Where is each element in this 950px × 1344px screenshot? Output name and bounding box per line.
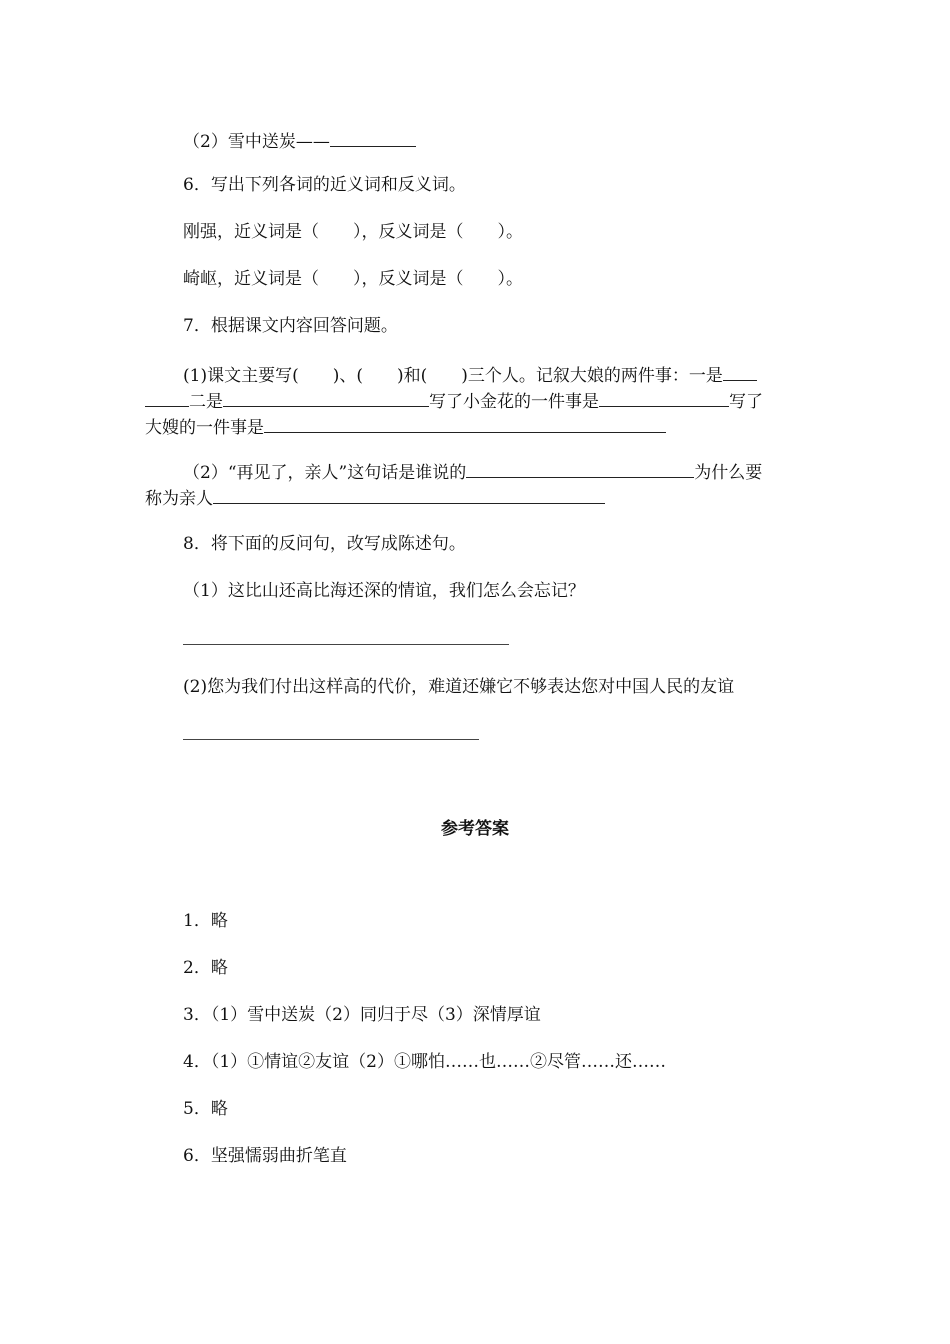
q7-p2-text-b: 为什么要 xyxy=(694,463,763,483)
answer-item: 2．略 xyxy=(183,958,228,978)
answer-blank xyxy=(466,459,694,478)
q7-p1-text-e: 大嫂的一件事是 xyxy=(145,418,264,438)
q7-paragraph1 xyxy=(145,362,810,440)
q5-item2 xyxy=(183,128,416,154)
answer-item: 5．略 xyxy=(183,1099,228,1119)
q6-title: 6．写出下列各词的近义词和反义词。 xyxy=(183,175,466,195)
answer-blank xyxy=(723,362,757,381)
answer-line xyxy=(183,644,509,645)
answer-line xyxy=(183,739,479,740)
q6-line2: 崎岖，近义词是（ ），反义词是（ ）。 xyxy=(183,269,523,289)
q7-title: 7．根据课文内容回答问题。 xyxy=(183,316,398,336)
answer-blank xyxy=(223,388,429,407)
q7-p1-text-b: 二是 xyxy=(189,392,223,412)
q7-p1-text-d: 写了 xyxy=(729,392,763,412)
answer-item: 1．略 xyxy=(183,911,228,931)
answer-item: 4．（1）①情谊②友谊（2）①哪怕……也……②尽管……还…… xyxy=(183,1052,666,1072)
q8-title: 8．将下面的反问句，改写成陈述句。 xyxy=(183,534,466,554)
q8-item2: (2)您为我们付出这样高的代价，难道还嫌它不够表达您对中国人民的友谊 xyxy=(183,677,735,697)
q7-p2-text-a: （2）“再见了，亲人”这句话是谁说的 xyxy=(183,463,467,483)
q8-item1: （1）这比山还高比海还深的情谊，我们怎么会忘记？ xyxy=(183,581,585,601)
answer-blank xyxy=(330,128,416,147)
answer-blank xyxy=(264,414,666,433)
q7-p1-text-a: (1)课文主要写( )、( )和( )三个人。记叙大娘的两件事：一是 xyxy=(183,366,723,386)
q6-line1: 刚强，近义词是（ ），反义词是（ ）。 xyxy=(183,222,523,242)
answer-blank xyxy=(213,485,605,504)
q5-item2-text: （2）雪中送炭—— xyxy=(183,132,330,152)
q7-p2-text-c: 称为亲人 xyxy=(145,489,213,509)
answer-blank xyxy=(599,388,729,407)
q7-paragraph2 xyxy=(145,459,810,511)
answer-blank xyxy=(145,388,189,407)
answer-item: 6．坚强懦弱曲折笔直 xyxy=(183,1146,347,1166)
answer-item: 3．（1）雪中送炭（2）同归于尽（3）深情厚谊 xyxy=(183,1005,541,1025)
answers-title: 参考答案 xyxy=(441,819,509,839)
q7-p1-text-c: 写了小金花的一件事是 xyxy=(429,392,599,412)
